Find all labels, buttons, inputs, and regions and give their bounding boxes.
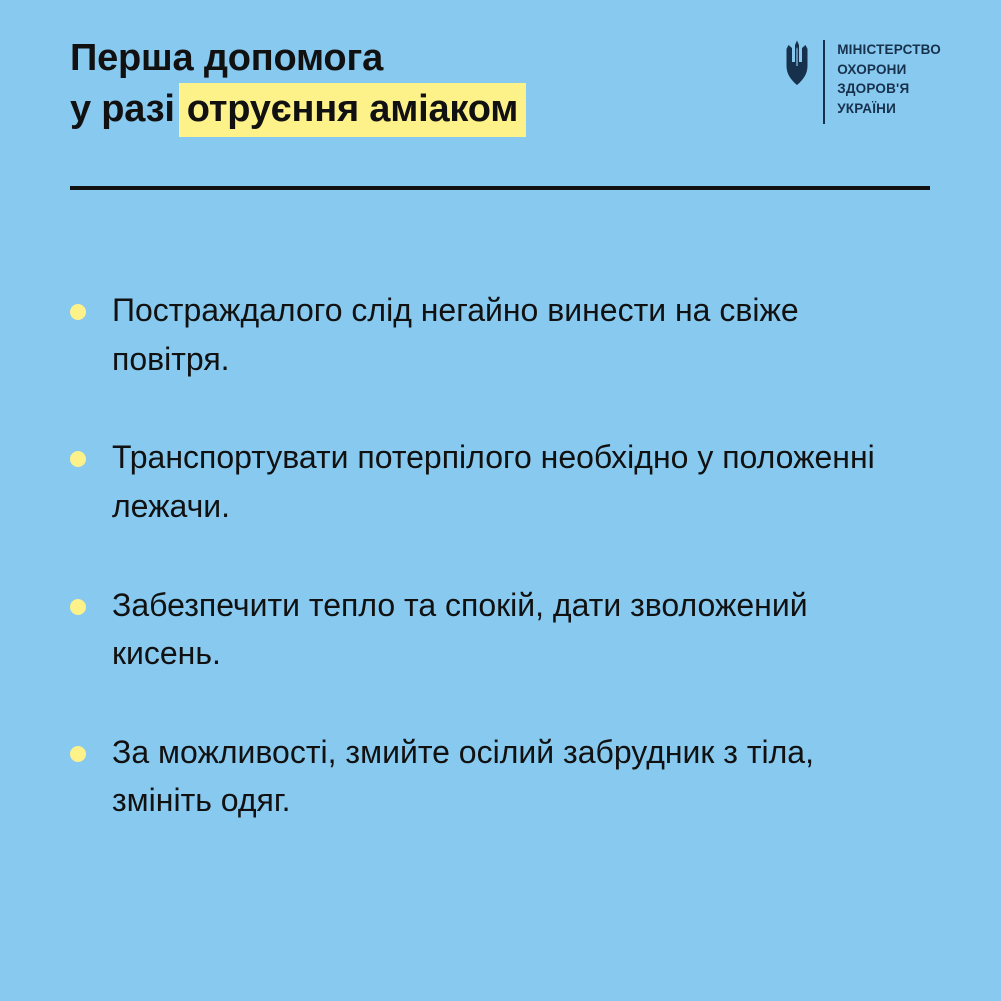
list-item [70, 286, 941, 383]
title-text-line-2-highlight: отруєння аміаком [179, 83, 526, 138]
poster-title-line-2 [70, 83, 526, 138]
first-aid-steps-list [70, 286, 941, 825]
bullet-icon [70, 599, 86, 615]
bullet-icon [70, 451, 86, 467]
header-divider-rule [70, 186, 930, 190]
list-item-text: Забезпечити тепло та спокій, дати зволожений кисень. [112, 586, 808, 672]
list-item [70, 728, 941, 825]
list-item-text: Постраждалого слід негайно винести на свіже повітря. [112, 292, 799, 377]
bullet-icon [70, 304, 86, 320]
ministry-logo-text-line-3: ЗДОРОВ'Я [837, 81, 910, 97]
list-item-text: За можливості, змийте осілий забрудник з тіла, змініть одяг. [112, 733, 814, 819]
logo-divider [823, 40, 825, 124]
title-text-line-2-plain: у разі [70, 87, 175, 130]
poster-title-line-1 [70, 34, 526, 83]
list-item-text: Транспортувати потерпілого необхідно у положенні лежачи. [112, 439, 875, 524]
ministry-logo [783, 40, 941, 124]
ministry-logo-text-line-4: УКРАЇНИ [837, 100, 896, 116]
ministry-logo-text [837, 40, 941, 118]
title-text-line-1: Перша допомога [70, 37, 384, 79]
bullet-icon [70, 746, 86, 762]
list-item [70, 433, 941, 530]
title-block [70, 34, 526, 137]
ministry-logo-text-line-1: МІНІСТЕРСТВО [837, 42, 941, 57]
poster-header [70, 34, 941, 137]
ministry-logo-text-line-2: ОХОРОНИ [837, 61, 907, 77]
ukraine-trident-emblem-icon [783, 40, 811, 86]
list-item [70, 581, 941, 678]
